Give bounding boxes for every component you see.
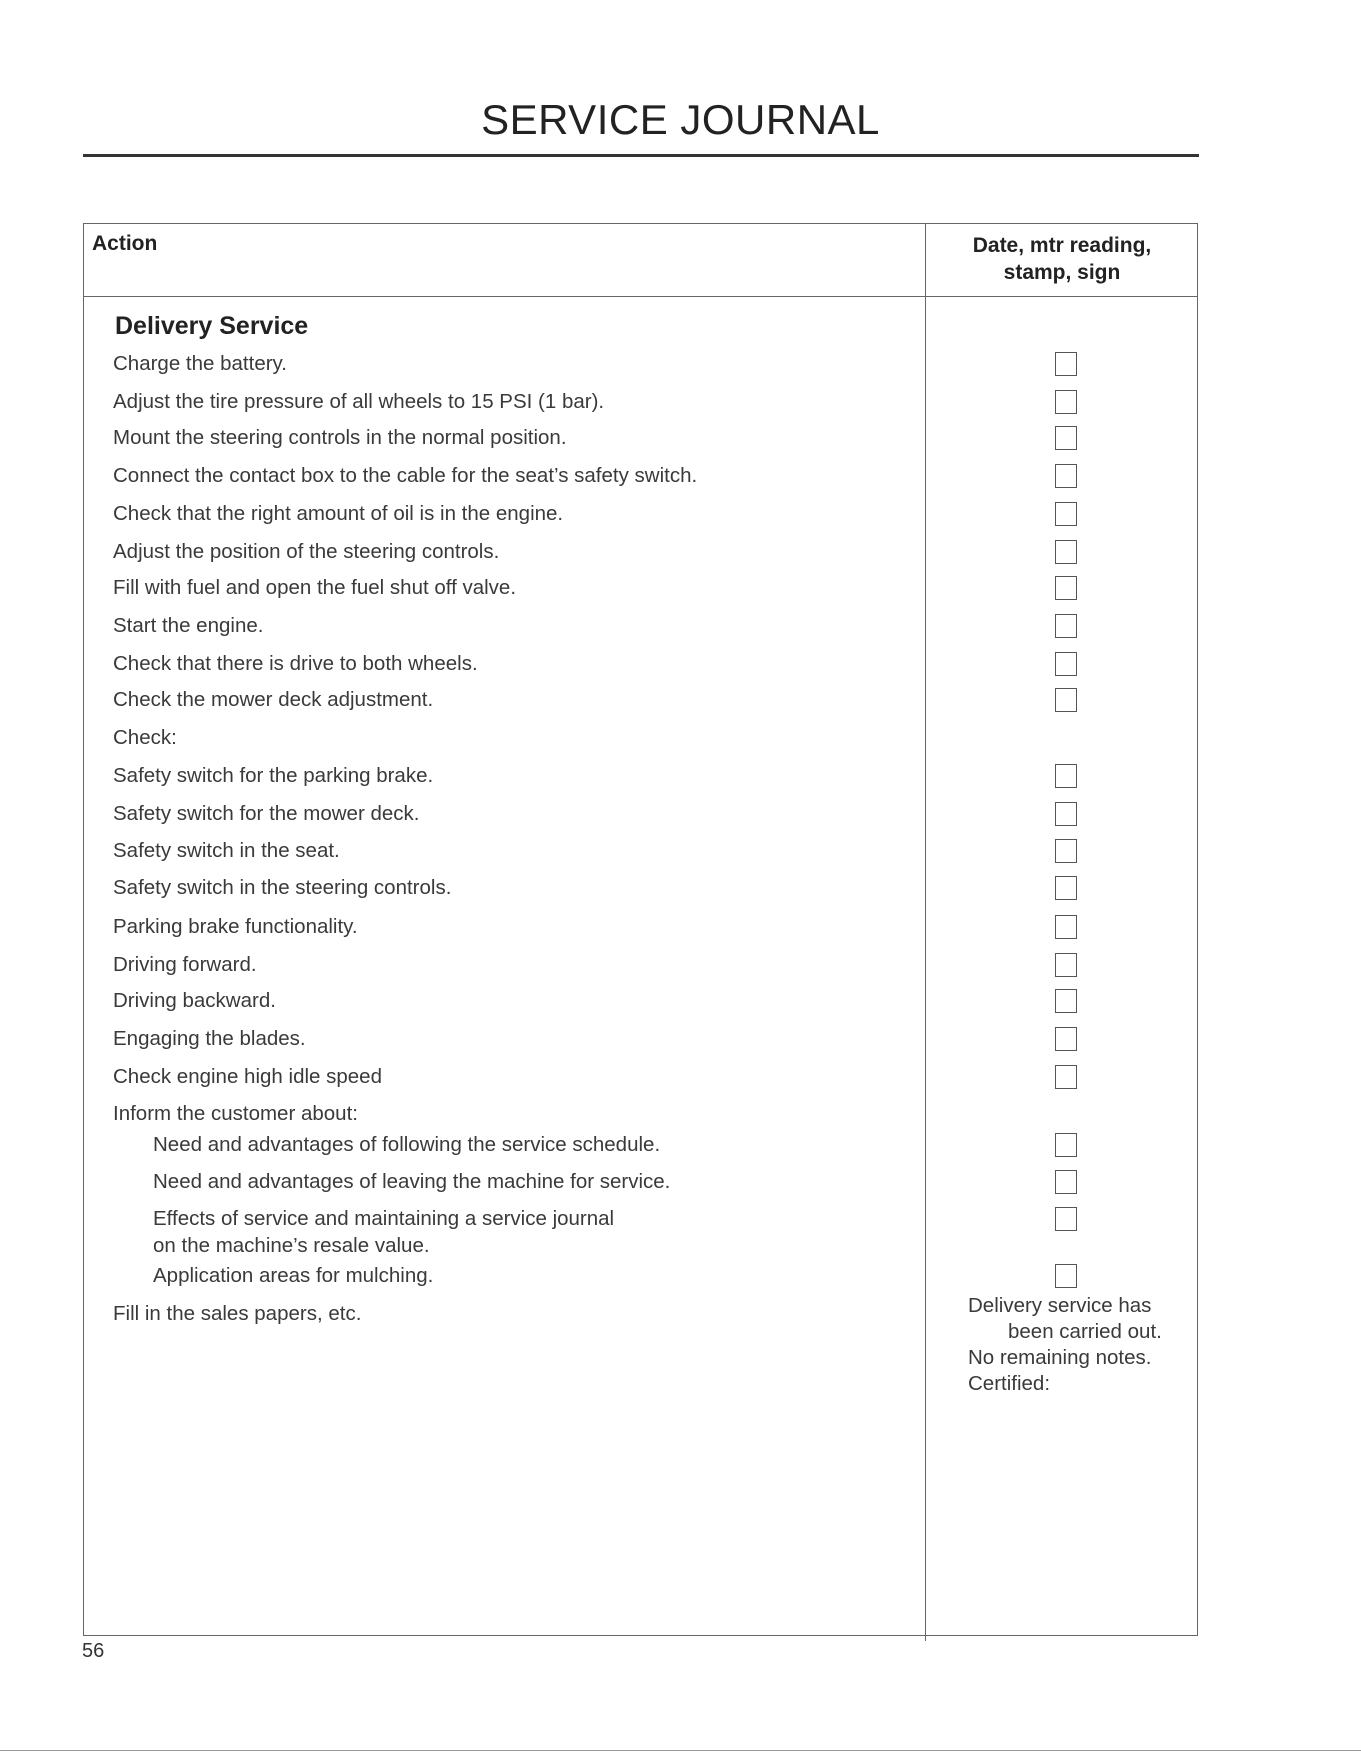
checkbox[interactable] [1055, 1264, 1077, 1288]
page-title: SERVICE JOURNAL [481, 96, 880, 143]
header-divider [84, 296, 1197, 297]
column-header-date-line2: stamp, sign [1003, 261, 1121, 284]
checkbox[interactable] [1055, 426, 1077, 450]
checkbox[interactable] [1055, 464, 1077, 488]
checkbox[interactable] [1055, 540, 1077, 564]
checklist-row-text: Need and advantages of leaving the machine for service. [153, 1170, 671, 1193]
checklist-row-text: Safety switch for the mower deck. [113, 802, 420, 825]
checklist-row-text: Safety switch for the parking brake. [113, 764, 434, 787]
service-journal-table [83, 223, 1198, 1636]
checklist-row-text: Effects of service and maintaining a service journal [153, 1207, 615, 1230]
delivery-note-line2: been carried out. [1008, 1320, 1162, 1343]
checklist-row-text: Fill in the sales papers, etc. [113, 1302, 362, 1325]
checklist-row-text: Inform the customer about: [113, 1102, 358, 1125]
checklist-row-text: Check engine high idle speed [113, 1065, 382, 1088]
checklist-row-text: Parking brake functionality. [113, 915, 358, 938]
checkbox[interactable] [1055, 1065, 1077, 1089]
column-header-date [926, 232, 1198, 286]
checkbox[interactable] [1055, 688, 1077, 712]
checkbox[interactable] [1055, 1133, 1077, 1157]
checkbox[interactable] [1055, 652, 1077, 676]
checkbox[interactable] [1055, 953, 1077, 977]
checkbox[interactable] [1055, 802, 1077, 826]
checkbox[interactable] [1055, 1027, 1077, 1051]
checkbox[interactable] [1055, 1207, 1077, 1231]
checklist-row-text: Application areas for mulching. [153, 1264, 434, 1287]
checkbox[interactable] [1055, 764, 1077, 788]
checkbox[interactable] [1055, 989, 1077, 1013]
checklist-row-text: on the machine’s resale value. [153, 1234, 430, 1257]
checklist-row-text: Adjust the position of the steering controls. [113, 540, 500, 563]
checkbox[interactable] [1055, 1170, 1077, 1194]
checkbox[interactable] [1055, 915, 1077, 939]
checklist-row-text: Check that the right amount of oil is in the engine. [113, 502, 564, 525]
section-title: Delivery Service [115, 312, 309, 340]
checkbox[interactable] [1055, 576, 1077, 600]
checklist-row-text: Engaging the blades. [113, 1027, 306, 1050]
delivery-note-line3: No remaining notes. [968, 1346, 1152, 1369]
checkbox[interactable] [1055, 876, 1077, 900]
checklist-row-text: Safety switch in the steering controls. [113, 876, 452, 899]
checkbox[interactable] [1055, 390, 1077, 414]
checkbox[interactable] [1055, 352, 1077, 376]
bottom-rule [0, 1750, 1361, 1751]
delivery-note-line1: Delivery service has [968, 1294, 1152, 1317]
checklist-row-text: Start the engine. [113, 614, 264, 637]
checklist-row-text: Driving forward. [113, 953, 257, 976]
checklist-row-text: Charge the battery. [113, 352, 287, 375]
checkbox[interactable] [1055, 839, 1077, 863]
checklist-row-text: Check the mower deck adjustment. [113, 688, 434, 711]
checklist-row-text: Safety switch in the seat. [113, 839, 340, 862]
checkbox[interactable] [1055, 614, 1077, 638]
checklist-row-text: Mount the steering controls in the normal position. [113, 426, 567, 449]
checklist-row-text: Need and advantages of following the service schedule. [153, 1133, 661, 1156]
checklist-row-text: Check: [113, 726, 177, 749]
checklist-row-text: Adjust the tire pressure of all wheels to 15 PSI (1 bar). [113, 390, 605, 413]
checklist-row-text: Check that there is drive to both wheels. [113, 652, 478, 675]
column-divider [925, 224, 926, 1641]
delivery-note-line4: Certified: [968, 1372, 1051, 1395]
title-rule [83, 154, 1199, 157]
column-header-date-line1: Date, mtr reading, [972, 234, 1152, 257]
checkbox[interactable] [1055, 502, 1077, 526]
column-header-action: Action [92, 232, 158, 255]
checklist-row-text: Connect the contact box to the cable for the seat’s safety switch. [113, 464, 698, 487]
page-number: 56 [82, 1640, 105, 1662]
checklist-row-text: Fill with fuel and open the fuel shut off valve. [113, 576, 517, 599]
delivery-note [968, 1293, 1162, 1397]
checklist-row-text: Driving backward. [113, 989, 276, 1012]
